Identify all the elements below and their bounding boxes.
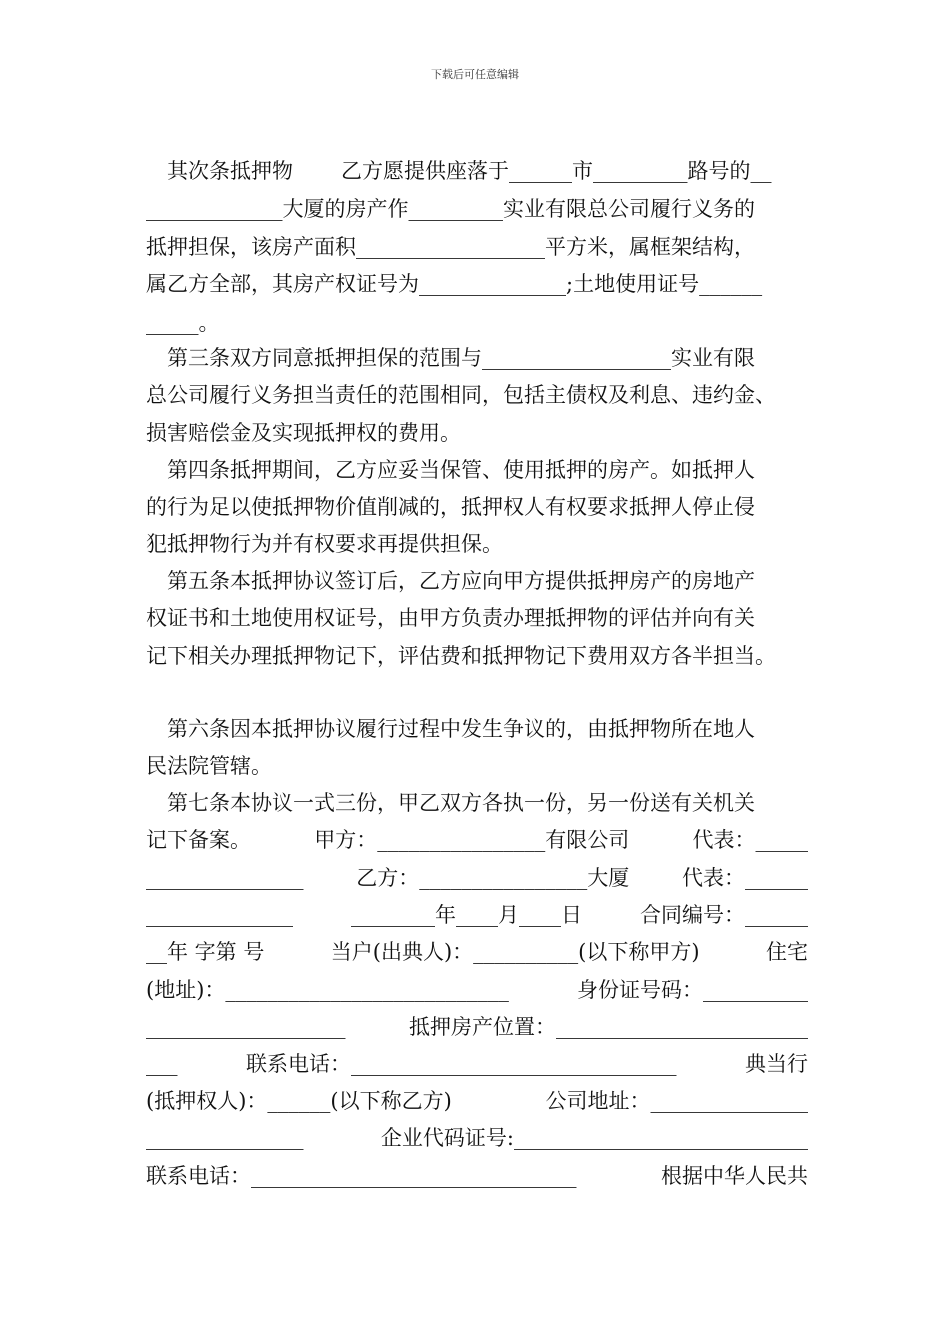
- text-line: [146, 897, 808, 933]
- line-segment: 联系电话：_______________________________: [246, 1052, 677, 1076]
- line-segment: ________年____月____日: [351, 903, 582, 927]
- text-line: [167, 452, 808, 488]
- text-line: [146, 1158, 808, 1194]
- text-line: [146, 305, 808, 341]
- text-line: [167, 711, 808, 747]
- line-segment: (地址)：___________________________: [146, 978, 509, 1002]
- line-segment: ___________________: [146, 1015, 346, 1039]
- line-segment: 权证书和土地使用权证号，由甲方负责办理抵押物的评估并向有关: [146, 606, 755, 630]
- line-segment: 公司地址：_______________: [545, 1089, 808, 1113]
- line-segment: 根据中华人民共: [661, 1164, 808, 1188]
- text-line: [146, 1046, 808, 1082]
- line-segment: 犯抵押物行为并有权要求再提供担保。: [146, 532, 503, 556]
- text-line: [146, 229, 808, 265]
- line-segment: 抵押担保，该房产面积__________________平方米，属框架结构，: [146, 235, 755, 259]
- line-segment: ___: [146, 1052, 178, 1076]
- line-segment: 第七条本协议一式三份，甲乙双方各执一份，另一份送有关机关: [167, 791, 755, 815]
- text-line: [146, 526, 808, 562]
- text-line: [146, 266, 808, 302]
- line-segment: 代表：______: [682, 866, 808, 890]
- text-line: [146, 748, 808, 784]
- line-segment: __年 字第 号: [146, 940, 265, 964]
- line-segment: (抵押权人)：______(以下称乙方): [146, 1089, 452, 1113]
- line-segment: 当户(出典人)：__________(以下称甲方): [330, 940, 700, 964]
- text-line: [146, 1009, 808, 1045]
- text-line: [146, 489, 808, 525]
- line-segment: 的行为足以使抵押物价值削减的，抵押权人有权要求抵押人停止侵: [146, 495, 755, 519]
- line-segment: 第五条本抵押协议签订后，乙方应向甲方提供抵押房产的房地产: [167, 569, 755, 593]
- line-segment: 属乙方全部，其房产权证号为______________;土地使用证号______: [146, 272, 763, 296]
- line-segment: 联系电话：_______________________________: [146, 1164, 577, 1188]
- line-segment: 合同编号：______: [640, 903, 808, 927]
- text-line: [146, 1120, 808, 1156]
- text-line: [146, 415, 808, 451]
- line-segment: ______________: [146, 903, 293, 927]
- text-line: [146, 822, 808, 858]
- line-segment: _______________: [146, 866, 304, 890]
- line-segment: 代表：_____: [692, 828, 808, 852]
- line-segment: _____。: [146, 311, 220, 335]
- line-segment: 其次条抵押物: [167, 159, 293, 183]
- line-segment: 损害赔偿金及实现抵押权的费用。: [146, 421, 461, 445]
- text-line: [146, 191, 808, 227]
- line-segment: 企业代码证号:____________________________: [380, 1126, 808, 1150]
- text-line: [167, 785, 808, 821]
- line-segment: 甲方：________________有限公司: [314, 828, 630, 852]
- text-line: [146, 638, 808, 674]
- text-line: [146, 1083, 808, 1119]
- line-segment: 第四条抵押期间，乙方应妥当保管、使用抵押的房产。如抵押人: [167, 458, 755, 482]
- text-line: [146, 934, 808, 970]
- line-segment: 总公司履行义务担当责任的范围相同，包括主债权及利息、违约金、: [146, 383, 776, 407]
- line-segment: _______________: [146, 1126, 304, 1150]
- page-header: 下载后可任意编辑: [431, 68, 519, 81]
- line-segment: 住宅: [766, 940, 809, 964]
- text-line: [146, 860, 808, 896]
- text-line: [167, 153, 808, 189]
- text-line: [167, 340, 808, 376]
- text-line: [146, 377, 808, 413]
- line-segment: 民法院管辖。: [146, 754, 272, 778]
- line-segment: 乙方愿提供座落于______市_________路号的__: [341, 159, 772, 183]
- line-segment: 典当行: [745, 1052, 808, 1076]
- line-segment: 身份证号码：__________: [577, 978, 808, 1002]
- line-segment: 记下备案。: [146, 828, 251, 852]
- text-line: [167, 563, 808, 599]
- line-segment: 记下相关办理抵押物记下，评估费和抵押物记下费用双方各半担当。: [146, 644, 776, 668]
- line-segment: 乙方：________________大厦: [356, 866, 630, 890]
- line-segment: _____________大厦的房产作_________实业有限总公司履行义务的: [146, 197, 755, 221]
- line-segment: 第六条因本抵押协议履行过程中发生争议的，由抵押物所在地人: [167, 717, 755, 741]
- text-line: [146, 600, 808, 636]
- text-line: [146, 972, 808, 1008]
- line-segment: 抵押房产位置：________________________: [409, 1015, 808, 1039]
- line-segment: 第三条双方同意抵押担保的范围与__________________实业有限: [167, 346, 755, 370]
